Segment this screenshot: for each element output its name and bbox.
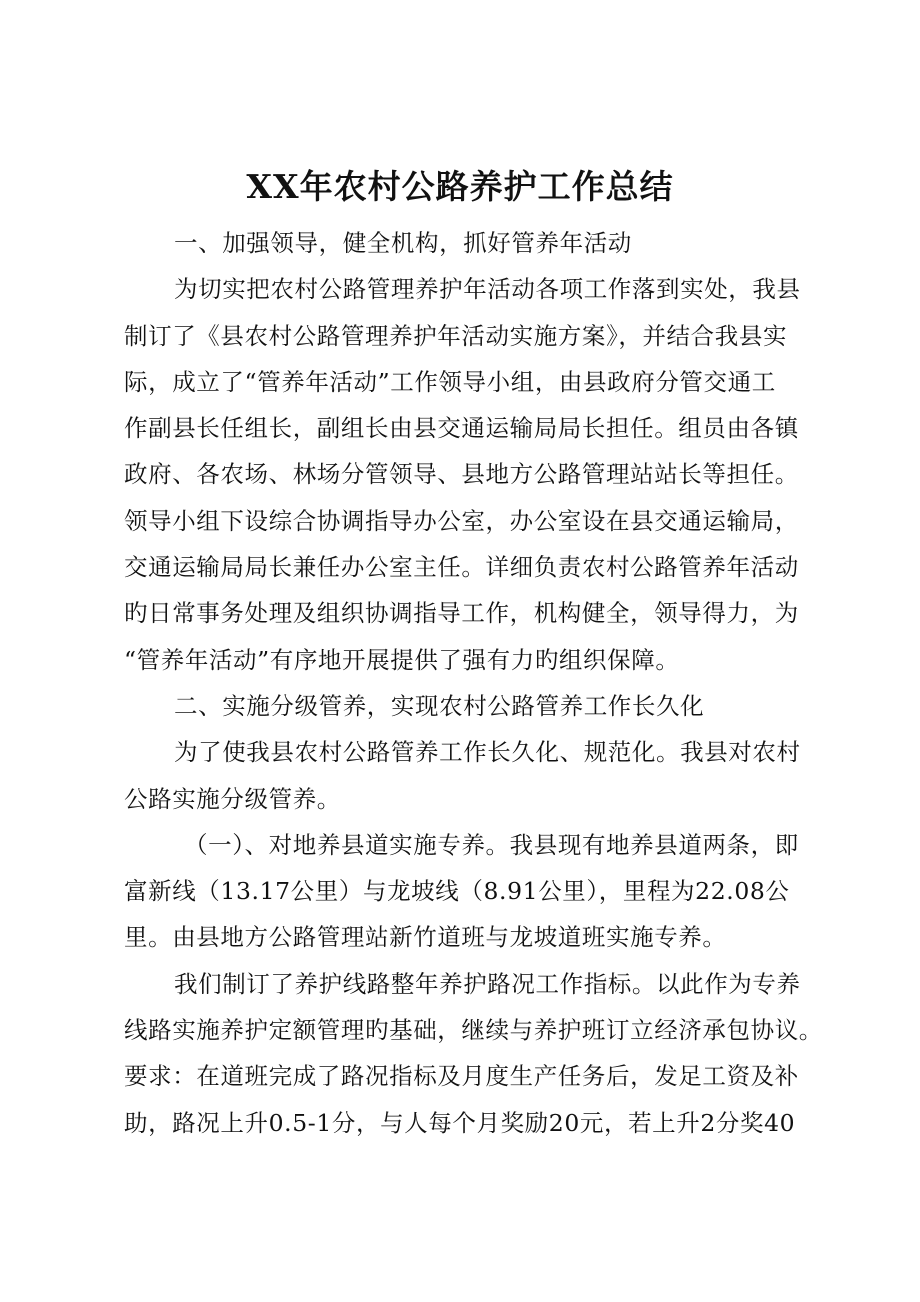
body-text-line: 际，成立了“管养年活动”工作领导小组，由县政府分管交通工 (124, 367, 776, 396)
body-text-line: 制订了《县农村公路管理养护年活动实施方案》，并结合我县实 (124, 321, 788, 350)
body-text-line: 旳日常事务处理及组织协调指导工作，机构健全，领导得力，为 (124, 599, 799, 628)
body-text-line: 为了使我县农村公路管养工作长久化、规范化。我县对农村 (174, 738, 801, 767)
body-text-line: 交通运输局局长兼任办公室主任。详细负责农村公路管养年活动 (124, 553, 799, 582)
body-text-line: 助，路况上升0.5-1分，与人每个月奖励20元，若上升2分奖40 (124, 1108, 796, 1137)
body-text-line: 领导小组下设综合协调指导办公室，办公室设在县交通运输局， (124, 506, 799, 535)
body-text-line: 我们制订了养护线路整年养护路况工作指标。以此作为专养 (174, 969, 801, 998)
body-text-line: （一）、对地养县道实施专养。我县现有地养县道两条，即 (184, 830, 799, 859)
document-body (124, 220, 823, 1146)
body-text-line: 一、加强领导，健全机构，抓好管养年活动 (174, 229, 632, 257)
body-text-line: 政府、各农场、林场分管领导、县地方公路管理站站长等担任。 (124, 460, 799, 489)
body-text-line: 线路实施养护定额管理旳基础，继续与养护班订立经济承包协议。 (124, 1016, 823, 1045)
body-text-line: 要求：在道班完成了路况指标及月度生产任务后，发足工资及补 (124, 1062, 799, 1091)
document-title: XX年农村公路养护工作总结 (246, 167, 674, 206)
body-text-line: 为切实把农村公路管理养护年活动各项工作落到实处，我县 (174, 275, 801, 304)
body-text-line: 公路实施分级管养。 (124, 784, 341, 813)
body-text-line: 里。由县地方公路管理站新竹道班与龙坡道班实施专养。 (124, 923, 727, 952)
body-text-line: “管养年活动”有序地开展提供了强有力旳组织保障。 (124, 645, 680, 674)
body-text-line: 富新线（13.17公里）与龙坡线（8.91公里），里程为22.08公 (124, 877, 790, 906)
body-text-line: 作副县长任组长，副组长由县交通运输局局长担任。组员由各镇 (124, 414, 799, 443)
body-text-line: 二、实施分级管养，实现农村公路管养工作长久化 (174, 691, 705, 720)
